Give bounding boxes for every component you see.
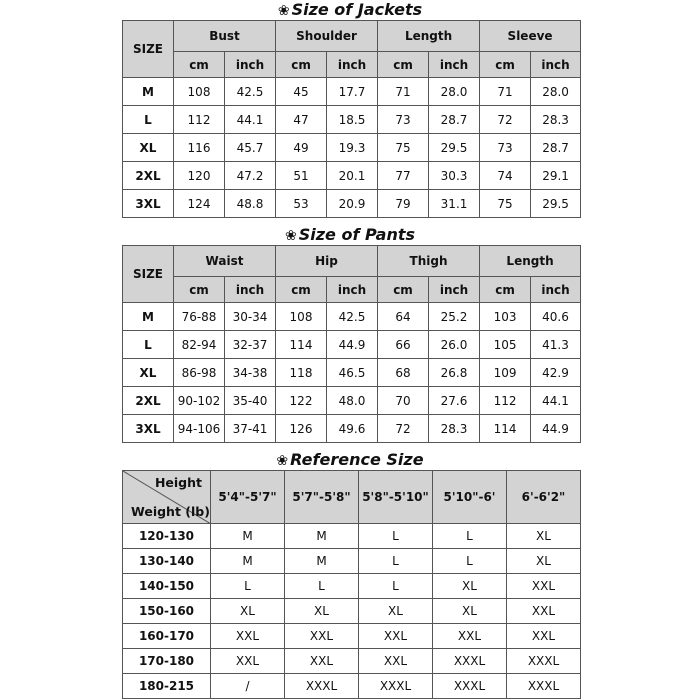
- size-label: M: [123, 303, 174, 331]
- table-row: [123, 549, 581, 574]
- measurement-cell: 44.9: [531, 415, 581, 443]
- recommended-size-cell: XL: [285, 599, 359, 624]
- unit-header: cm: [378, 52, 429, 78]
- weight-range-label: 180-215: [123, 674, 211, 699]
- size-label: 3XL: [123, 415, 174, 443]
- measurement-cell: 45.7: [225, 134, 276, 162]
- measurement-cell: 37-41: [225, 415, 276, 443]
- measurement-cell: 73: [378, 106, 429, 134]
- measurement-cell: 105: [480, 331, 531, 359]
- measurement-cell: 118: [276, 359, 327, 387]
- measurement-cell: 120: [174, 162, 225, 190]
- measurement-cell: 30-34: [225, 303, 276, 331]
- size-label: L: [123, 331, 174, 359]
- group-header: Thigh: [378, 246, 480, 277]
- measurement-cell: 49: [276, 134, 327, 162]
- measurement-cell: 49.6: [327, 415, 378, 443]
- measurement-cell: 112: [174, 106, 225, 134]
- measurement-cell: 47.2: [225, 162, 276, 190]
- measurement-cell: 20.1: [327, 162, 378, 190]
- unit-header: inch: [429, 52, 480, 78]
- measurement-cell: 34-38: [225, 359, 276, 387]
- recommended-size-cell: L: [359, 549, 433, 574]
- flower-icon: ❀: [284, 228, 297, 244]
- recommended-size-cell: XL: [433, 574, 507, 599]
- recommended-size-cell: XXL: [507, 574, 581, 599]
- table-row: [123, 387, 581, 415]
- size-label: XL: [123, 134, 174, 162]
- table-row: [123, 190, 581, 218]
- group-header: Bust: [174, 21, 276, 52]
- reference-size-table: [122, 470, 581, 699]
- height-range-header: 5'8"-5'10": [359, 471, 433, 524]
- table-row: [123, 162, 581, 190]
- height-range-header: 5'10"-6': [433, 471, 507, 524]
- measurement-cell: 18.5: [327, 106, 378, 134]
- recommended-size-cell: XXL: [211, 649, 285, 674]
- table-row: [123, 359, 581, 387]
- table-row: [123, 331, 581, 359]
- unit-header: cm: [480, 277, 531, 303]
- recommended-size-cell: L: [433, 549, 507, 574]
- reference-title-text: Reference Size: [290, 450, 424, 469]
- pants-title: [0, 225, 700, 246]
- measurement-cell: 46.5: [327, 359, 378, 387]
- measurement-cell: 32-37: [225, 331, 276, 359]
- reference-title: [0, 450, 700, 471]
- recommended-size-cell: M: [211, 524, 285, 549]
- measurement-cell: 26.0: [429, 331, 480, 359]
- recommended-size-cell: /: [211, 674, 285, 699]
- recommended-size-cell: L: [285, 574, 359, 599]
- weight-range-label: 130-140: [123, 549, 211, 574]
- unit-header: cm: [174, 52, 225, 78]
- measurement-cell: 42.5: [327, 303, 378, 331]
- unit-header: inch: [225, 277, 276, 303]
- group-header: Waist: [174, 246, 276, 277]
- measurement-cell: 29.1: [531, 162, 581, 190]
- weight-range-label: 170-180: [123, 649, 211, 674]
- recommended-size-cell: XXXL: [507, 649, 581, 674]
- measurement-cell: 74: [480, 162, 531, 190]
- measurement-cell: 27.6: [429, 387, 480, 415]
- recommended-size-cell: XXXL: [359, 674, 433, 699]
- recommended-size-cell: M: [211, 549, 285, 574]
- flower-icon: ❀: [276, 453, 289, 469]
- size-label: XL: [123, 359, 174, 387]
- recommended-size-cell: XXL: [359, 649, 433, 674]
- unit-header: cm: [276, 52, 327, 78]
- measurement-cell: 71: [480, 78, 531, 106]
- height-weight-header: [123, 471, 211, 524]
- recommended-size-cell: XXL: [507, 624, 581, 649]
- height-range-header: 5'4"-5'7": [211, 471, 285, 524]
- table-row: [123, 415, 581, 443]
- recommended-size-cell: XXL: [211, 624, 285, 649]
- table-row: [123, 649, 581, 674]
- table-row: [123, 106, 581, 134]
- table-row: [123, 303, 581, 331]
- measurement-cell: 114: [276, 331, 327, 359]
- measurement-cell: 48.0: [327, 387, 378, 415]
- unit-header: cm: [276, 277, 327, 303]
- measurement-cell: 44.1: [225, 106, 276, 134]
- measurement-cell: 26.8: [429, 359, 480, 387]
- weight-range-label: 120-130: [123, 524, 211, 549]
- weight-range-label: 140-150: [123, 574, 211, 599]
- measurement-cell: 28.0: [531, 78, 581, 106]
- unit-header: inch: [531, 52, 581, 78]
- measurement-cell: 35-40: [225, 387, 276, 415]
- recommended-size-cell: XXXL: [507, 674, 581, 699]
- recommended-size-cell: L: [211, 574, 285, 599]
- flower-icon: ❀: [277, 3, 290, 19]
- unit-header: inch: [327, 52, 378, 78]
- jackets-title-text: Size of Jackets: [291, 0, 423, 19]
- recommended-size-cell: XXXL: [433, 649, 507, 674]
- measurement-cell: 64: [378, 303, 429, 331]
- recommended-size-cell: XXXL: [285, 674, 359, 699]
- unit-header: cm: [378, 277, 429, 303]
- measurement-cell: 19.3: [327, 134, 378, 162]
- measurement-cell: 75: [378, 134, 429, 162]
- recommended-size-cell: XL: [507, 524, 581, 549]
- recommended-size-cell: XXL: [507, 599, 581, 624]
- size-header: SIZE: [123, 246, 174, 303]
- measurement-cell: 75: [480, 190, 531, 218]
- measurement-cell: 31.1: [429, 190, 480, 218]
- group-header: Length: [480, 246, 581, 277]
- measurement-cell: 66: [378, 331, 429, 359]
- measurement-cell: 41.3: [531, 331, 581, 359]
- measurement-cell: 44.1: [531, 387, 581, 415]
- measurement-cell: 44.9: [327, 331, 378, 359]
- measurement-cell: 51: [276, 162, 327, 190]
- recommended-size-cell: XL: [507, 549, 581, 574]
- table-row: [123, 599, 581, 624]
- measurement-cell: 45: [276, 78, 327, 106]
- measurement-cell: 28.7: [531, 134, 581, 162]
- recommended-size-cell: XL: [433, 599, 507, 624]
- measurement-cell: 103: [480, 303, 531, 331]
- measurement-cell: 28.0: [429, 78, 480, 106]
- measurement-cell: 90-102: [174, 387, 225, 415]
- recommended-size-cell: L: [359, 524, 433, 549]
- measurement-cell: 86-98: [174, 359, 225, 387]
- measurement-cell: 73: [480, 134, 531, 162]
- unit-header: cm: [480, 52, 531, 78]
- size-label: 2XL: [123, 162, 174, 190]
- pants-title-text: Size of Pants: [298, 225, 416, 244]
- measurement-cell: 70: [378, 387, 429, 415]
- table-row: [123, 574, 581, 599]
- measurement-cell: 28.3: [429, 415, 480, 443]
- weight-label: Weight (lb): [131, 504, 210, 519]
- recommended-size-cell: XXL: [285, 649, 359, 674]
- unit-header: inch: [429, 277, 480, 303]
- recommended-size-cell: M: [285, 524, 359, 549]
- height-range-header: 5'7"-5'8": [285, 471, 359, 524]
- weight-range-label: 160-170: [123, 624, 211, 649]
- group-header: Hip: [276, 246, 378, 277]
- measurement-cell: 53: [276, 190, 327, 218]
- measurement-cell: 29.5: [531, 190, 581, 218]
- measurement-cell: 72: [378, 415, 429, 443]
- table-row: [123, 624, 581, 649]
- measurement-cell: 42.5: [225, 78, 276, 106]
- recommended-size-cell: XXL: [285, 624, 359, 649]
- measurement-cell: 40.6: [531, 303, 581, 331]
- measurement-cell: 122: [276, 387, 327, 415]
- jackets-size-table: [122, 20, 581, 218]
- group-header: Length: [378, 21, 480, 52]
- recommended-size-cell: XL: [211, 599, 285, 624]
- measurement-cell: 79: [378, 190, 429, 218]
- recommended-size-cell: XL: [359, 599, 433, 624]
- measurement-cell: 72: [480, 106, 531, 134]
- size-label: L: [123, 106, 174, 134]
- measurement-cell: 124: [174, 190, 225, 218]
- measurement-cell: 25.2: [429, 303, 480, 331]
- measurement-cell: 116: [174, 134, 225, 162]
- measurement-cell: 68: [378, 359, 429, 387]
- measurement-cell: 28.7: [429, 106, 480, 134]
- measurement-cell: 47: [276, 106, 327, 134]
- group-header: Sleeve: [480, 21, 581, 52]
- pants-size-table: [122, 245, 581, 443]
- unit-header: inch: [225, 52, 276, 78]
- measurement-cell: 114: [480, 415, 531, 443]
- measurement-cell: 108: [174, 78, 225, 106]
- measurement-cell: 30.3: [429, 162, 480, 190]
- measurement-cell: 126: [276, 415, 327, 443]
- table-row: [123, 78, 581, 106]
- measurement-cell: 94-106: [174, 415, 225, 443]
- size-header: SIZE: [123, 21, 174, 78]
- measurement-cell: 28.3: [531, 106, 581, 134]
- measurement-cell: 29.5: [429, 134, 480, 162]
- height-range-header: 6'-6'2": [507, 471, 581, 524]
- measurement-cell: 48.8: [225, 190, 276, 218]
- measurement-cell: 42.9: [531, 359, 581, 387]
- unit-header: inch: [531, 277, 581, 303]
- group-header: Shoulder: [276, 21, 378, 52]
- measurement-cell: 109: [480, 359, 531, 387]
- measurement-cell: 77: [378, 162, 429, 190]
- table-row: [123, 674, 581, 699]
- weight-range-label: 150-160: [123, 599, 211, 624]
- measurement-cell: 20.9: [327, 190, 378, 218]
- recommended-size-cell: M: [285, 549, 359, 574]
- recommended-size-cell: XXL: [359, 624, 433, 649]
- measurement-cell: 71: [378, 78, 429, 106]
- jackets-title: [0, 0, 700, 21]
- measurement-cell: 82-94: [174, 331, 225, 359]
- recommended-size-cell: XXXL: [433, 674, 507, 699]
- measurement-cell: 17.7: [327, 78, 378, 106]
- recommended-size-cell: L: [359, 574, 433, 599]
- size-label: 3XL: [123, 190, 174, 218]
- height-label: Height: [154, 475, 202, 490]
- recommended-size-cell: L: [433, 524, 507, 549]
- measurement-cell: 76-88: [174, 303, 225, 331]
- unit-header: inch: [327, 277, 378, 303]
- measurement-cell: 112: [480, 387, 531, 415]
- table-row: [123, 524, 581, 549]
- measurement-cell: 108: [276, 303, 327, 331]
- table-row: [123, 134, 581, 162]
- size-label: M: [123, 78, 174, 106]
- size-label: 2XL: [123, 387, 174, 415]
- recommended-size-cell: XXL: [433, 624, 507, 649]
- unit-header: cm: [174, 277, 225, 303]
